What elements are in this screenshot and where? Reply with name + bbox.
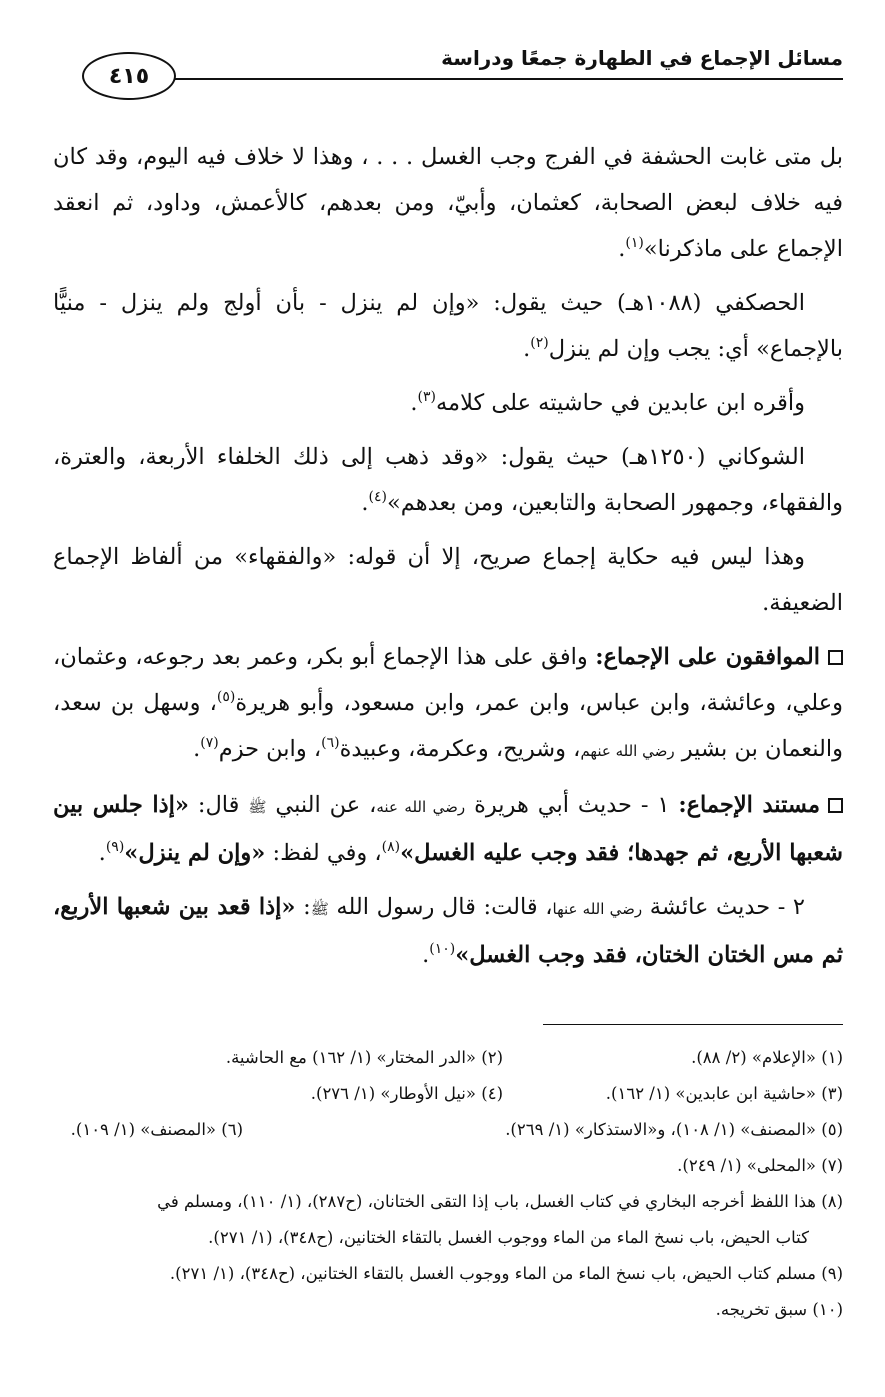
main-text [53, 134, 843, 986]
footnote-ref: (٦) [321, 735, 340, 751]
footnote: (١) «الإعلام» (٢/ ٨٨). [691, 1048, 843, 1067]
footnote: (١٠) سبق تخريجه. [715, 1300, 843, 1319]
footnote-row [53, 1292, 843, 1328]
page-number: ٤١٥ [108, 63, 150, 89]
footnote-ref: (٩) [105, 839, 125, 855]
footnote: (٣) «حاشية ابن عابدين» (١/ ١٦٢). [605, 1084, 843, 1103]
footnote: (٨) هذا اللفظ أخرجه البخاري في كتاب الغسل، باب إذا التقى الختانان، (ح٢٨٧)، (١/ ١١٠)، ومسلم في كتاب الحيض، باب نسخ الماء من الماء ووجوب الغسل بالتقاء الختانين، (ح٣٤٨)، (١/ ٢٧١). [157, 1192, 843, 1247]
running-title: مسائل الإجماع في الطهارة جمعًا ودراسة [441, 46, 843, 70]
footnote-row [53, 1040, 843, 1076]
section-consensus-basis: مستند الإجماع: ١ - حديث أبي هريرة رضي الله عنه، عن النبي ﷺ قال: «إذا جلس بين شعبها الأربع، ثم جهدها؛ فقد وجب عليه الغسل»$^{(٨)}$، وفي لفظ: «وإن لم ينزل»$^{(٩)}$. [53, 792, 843, 866]
footnote: (٢) «الدر المختار» (١/ ١٦٢) مع الحاشية. [225, 1048, 503, 1067]
footnote-row [53, 1148, 843, 1184]
page-header [82, 42, 843, 89]
footnotes [53, 1040, 843, 1328]
footnote-row [53, 1076, 843, 1112]
footnote: (٧) «المحلى» (١/ ٢٤٩). [677, 1156, 843, 1175]
page-number-badge [82, 52, 176, 100]
paragraph-haskafi: الحصكفي (١٠٨٨هـ) حيث يقول: «وإن لم ينزل - بأن أولج ولم ينزل - منيًّا بالإجماع» أي: يجب وإن لم ينزل$^{(٢)}$. [53, 290, 843, 362]
hadith-quote: «إذا قعد بين شعبها الأربع، ثم مس الختان الختان، فقد وجب الغسل» [53, 894, 843, 968]
paragraph-ibn-qudama-quote: بل متى غابت الحشفة في الفرج وجب الغسل . . . ، وهذا لا خلاف فيه اليوم، وقد كان فيه خلاف لبعض الصحابة، كعثمان، وأبيّ، ومن بعدهم، كالأعمش، وداود، ثم انعقد الإجماع على ماذكرنا»$^{(١)}$. [53, 144, 843, 262]
footnote-ref: (٤) [368, 489, 387, 505]
footnote: (٤) «نيل الأوطار» (١/ ٢٧٦). [310, 1084, 503, 1103]
footnote: (٥) «المصنف» (١/ ١٠٨)، و«الاستذكار» (١/ ٢٦٩). [505, 1120, 843, 1139]
footnote-ref: (٨) [381, 839, 401, 855]
square-bullet-icon [828, 650, 843, 665]
section-heading: الموافقون على الإجماع: [595, 644, 821, 670]
footnote-ref: (١) [625, 235, 644, 251]
paragraph-aisha-hadith: ٢ - حديث عائشة رضي الله عنها، قالت: قال رسول الله ﷺ: «إذا قعد بين شعبها الأربع، ثم مس الختان الختان، فقد وجب الغسل»$^{(١٠)}$. [53, 894, 843, 968]
footnote: (٦) «المصنف» (١/ ١٠٩). [70, 1120, 243, 1139]
footnote: (٩) مسلم كتاب الحيض، باب نسخ الماء من الماء ووجوب الغسل بالتقاء الختانين، (ح٣٤٨)، (١/ ٢٧١). [169, 1264, 843, 1283]
honorific-glyph: رضي الله عنها [552, 900, 643, 918]
paragraph-ibn-abidin: وأقره ابن عابدين في حاشيته على كلامه$^{(٣)}$. [410, 389, 805, 416]
paragraph-shawkani: الشوكاني (١٢٥٠هـ) حيث يقول: «وقد ذهب إلى ذلك الخلفاء الأربعة، والعترة، والفقهاء، وجمهور الصحابة والتابعين، ومن بعدهم»$^{(٤)}$. [53, 444, 843, 516]
footnote-ref: (٧) [200, 735, 219, 751]
footnote-row [53, 1256, 843, 1292]
footnote-ref: (٢) [530, 335, 549, 351]
honorific-glyph: ﷺ [310, 900, 329, 918]
square-bullet-icon [828, 798, 843, 813]
footnote-ref: (٣) [417, 389, 436, 405]
header-rule [142, 78, 843, 80]
honorific-glyph: رضي الله عنهم [580, 742, 675, 760]
hadith-quote: «وإن لم ينزل» [124, 840, 266, 866]
footnote-row [53, 1112, 843, 1148]
section-agreeing-scholars: الموافقون على الإجماع: وافق على هذا الإجماع أبو بكر، وعمر بعد رجوعه، وعثمان، وعلي، وعائشة، وابن عباس، وابن عمر، وابن مسعود، وأبو هريرة$^{(٥)}$، وسهل بن سعد، والنعمان بن بشير رضي الله عنهم، وشريح، وعكرمة، وعبيدة$^{(٦)}$، وابن حزم$^{(٧)}$. [53, 644, 843, 762]
footnote-separator [543, 1024, 843, 1025]
section-heading: مستند الإجماع: [678, 792, 821, 818]
honorific-glyph: ﷺ [248, 798, 267, 816]
honorific-glyph: رضي الله عنه [376, 798, 466, 816]
footnote-ref: (١٠) [429, 941, 456, 957]
footnote-ref: (٥) [216, 689, 236, 705]
paragraph-comment: وهذا ليس فيه حكاية إجماع صريح، إلا أن قوله: «والفقهاء» من ألفاظ الإجماع الضعيفة. [53, 544, 843, 616]
hadith-quote: «إذا جلس بين شعبها الأربع، ثم جهدها؛ فقد وجب عليه الغسل» [53, 792, 843, 866]
